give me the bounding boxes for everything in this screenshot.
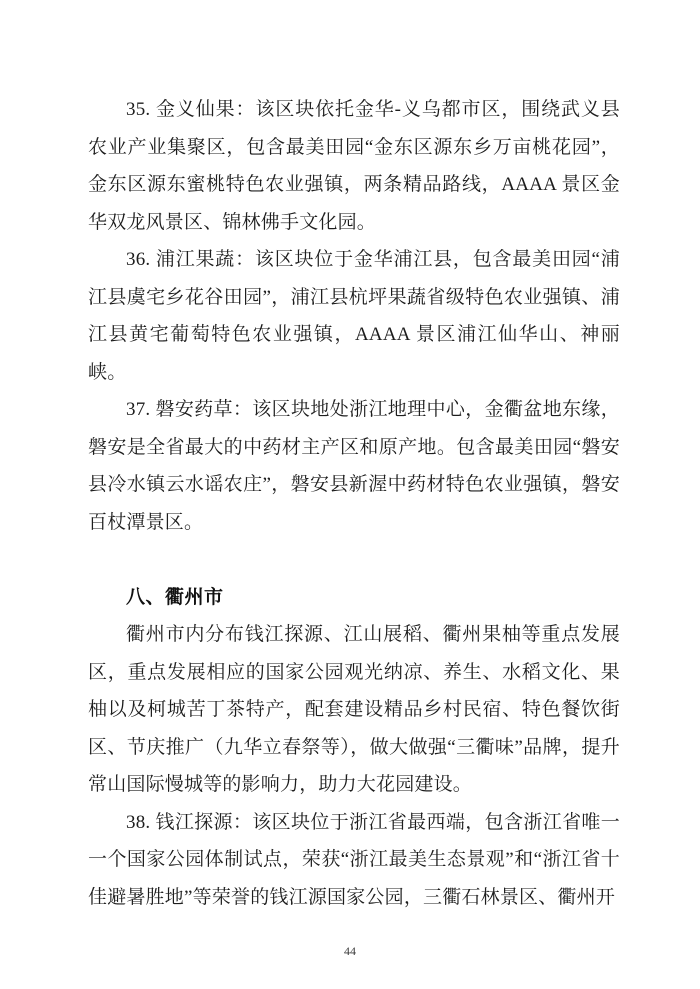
paragraph-36-pujiang-guoshu: 36. 浦江果蔬：该区块位于金华浦江县，包含最美田园“浦江县虞宅乡花谷田园”，浦江县杭坪果蔬省级特色农业强镇、浦江县黄宅葡萄特色农业强镇，AAAA 景区浦江仙华山、神丽峡。 [88,249,620,383]
paragraph-38-qianjiang-tanyuan: 38. 钱江探源：该区块位于浙江省最西端，包含浙江省唯一一个国家公园体制试点，荣获“浙江最美生态景观”和“浙江省十佳避暑胜地”等荣誉的钱江源国家公园，三衢石林景区、衢州开 [88,811,620,908]
paragraph-35-jinyi-xianguo: 35. 金义仙果：该区块依托金华-义乌都市区，围绕武义县农业产业集聚区，包含最美田园“金东区源东乡万亩桃花园”，金东区源东蜜桃特色农业强镇，两条精品路线，AAAA 景区金华双龙风景区、锦林佛手文化园。 [88,99,620,233]
paragraph-quzhou-intro: 衢州市内分布钱江探源、江山展稻、衢州果柚等重点发展区，重点发展相应的国家公园观光纳凉、养生、水稻文化、果柚以及柯城苦丁茶特产，配套建设精品乡村民宿、特色餐饮街区、节庆推广（九华立春祭等），做大做强“三衢味”品牌，提升常山国际慢城等的影响力，助力大花园建设。 [88,624,620,795]
page-number: 44 [344,944,356,958]
section-heading-quzhou-city: 八、衢州市 [126,586,224,608]
paragraph-37-panan-yaocao: 37. 磐安药草：该区块地处浙江地理中心，金衢盆地东缘，磐安是全省最大的中药材主产区和原产地。包含最美田园“磐安县冷水镇云水谣农庄”，磐安县新渥中药材特色农业强镇，磐安百杖潭景区。 [88,399,620,533]
page-body [88,91,620,916]
